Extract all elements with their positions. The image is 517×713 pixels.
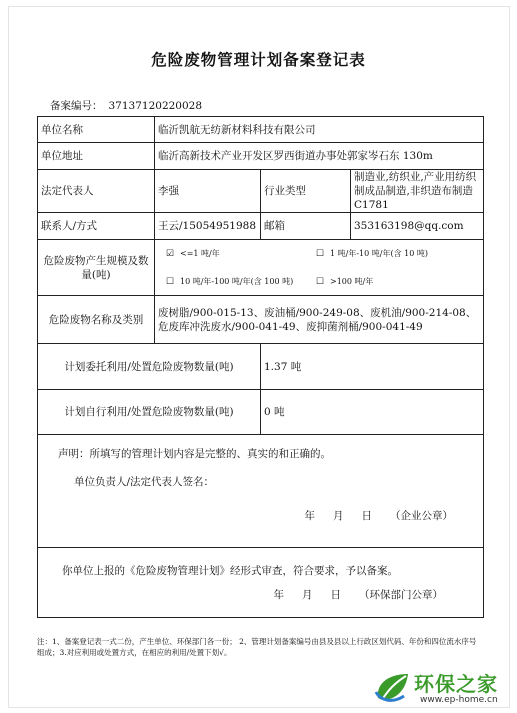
unit-address-label: 单位地址 bbox=[38, 143, 155, 170]
watermark-logo bbox=[374, 666, 514, 710]
document-title: 危险废物管理计划备案登记表 bbox=[151, 50, 366, 69]
contact-value: 王云/15054951988 bbox=[155, 213, 261, 240]
leaf-logo-icon bbox=[374, 670, 412, 704]
unit-address-value: 临沂高新技术产业开发区罗西街道办事处郭家岑石东 130m bbox=[155, 143, 484, 170]
signature-label: 单位负责人/法定代表人签名： bbox=[74, 476, 215, 488]
row-self bbox=[38, 390, 484, 435]
self-value: 0 吨 bbox=[261, 390, 484, 435]
scale-option-4[interactable]: ☐ >100 吨/年 bbox=[316, 276, 374, 287]
unit-name-label: 单位名称 bbox=[38, 117, 155, 143]
agency-seal-label: （环保部门公章） bbox=[359, 589, 444, 601]
checkbox-empty-icon: ☐ bbox=[316, 276, 325, 287]
company-seal-label: （企业公章） bbox=[390, 510, 454, 522]
email-label: 邮箱 bbox=[261, 213, 351, 240]
scale-options bbox=[155, 240, 484, 296]
approval-section bbox=[38, 548, 484, 618]
industry-value: 制造业,纺织业,产业用纺织制成品制造,非织造布制造 C1781 bbox=[351, 170, 484, 213]
approval-text: 你单位上报的《危险废物管理计划》经形式审查，符合要求，予以备案。 bbox=[62, 565, 398, 577]
self-label: 计划自行利用/处置危险废物数量(吨) bbox=[38, 390, 261, 435]
waste-types-value: 废树脂/900-015-13、废油桶/900-249-08、废机油/900-214-08、危废库冲洗废水/900-041-49、废抑菌剂桶/900-041-49 bbox=[155, 296, 484, 344]
scale-option-1[interactable]: ☑ <=1 吨/年 bbox=[166, 248, 220, 259]
contact-label: 联系人/方式 bbox=[38, 213, 155, 240]
logo-url: www.ep-home.cn bbox=[420, 695, 498, 705]
logo-name: 环保之家 bbox=[414, 672, 498, 696]
checkbox-empty-icon: ☐ bbox=[166, 276, 175, 287]
row-declaration bbox=[38, 435, 484, 548]
registration-label: 备案编号： bbox=[50, 100, 103, 112]
row-approval bbox=[38, 548, 484, 618]
row-legal-rep bbox=[38, 170, 484, 213]
legal-rep-label: 法定代表人 bbox=[38, 170, 155, 213]
email-value: 353163198@qq.com bbox=[351, 213, 484, 240]
registration-value: 37137120220028 bbox=[108, 100, 203, 112]
declaration-statement: 声明：所填写的管理计划内容是完整的、真实的和正确的。 bbox=[58, 448, 331, 460]
unit-name-value: 临沂凯航无纺新材料科技有限公司 bbox=[155, 117, 484, 143]
entrust-label: 计划委托利用/处置危险废物数量(吨) bbox=[38, 344, 261, 390]
row-waste-types bbox=[38, 296, 484, 344]
industry-label: 行业类型 bbox=[261, 170, 351, 213]
scale-option-2[interactable]: ☐ 1 吨/年-10 吨/年(含 10 吨) bbox=[316, 248, 428, 259]
checkbox-checked-icon: ☑ bbox=[166, 248, 175, 259]
waste-types-label: 危险废物名称及类别 bbox=[38, 296, 155, 344]
row-contact bbox=[38, 213, 484, 240]
declaration-section bbox=[38, 435, 484, 548]
checkbox-empty-icon: ☐ bbox=[316, 248, 325, 259]
registration-form bbox=[37, 116, 484, 618]
declaration-date: 年 月 日 （企业公章） bbox=[304, 510, 454, 522]
registration-number bbox=[50, 98, 202, 113]
row-unit-address bbox=[38, 143, 484, 170]
legal-rep-value: 李强 bbox=[155, 170, 261, 213]
row-scale bbox=[38, 240, 484, 296]
row-unit-name bbox=[38, 117, 484, 143]
approval-date: 年 月 日 （环保部门公章） bbox=[273, 589, 444, 601]
row-entrust bbox=[38, 344, 484, 390]
footnote: 注：1、备案登记表一式二份，产生单位、环保部门各一份； 2、管理计划备案编号由县及县以上行政区划代码、年份和四位流水序号组成；3.对应利用或处置方式，在相应的利用/处置下划√。 bbox=[37, 637, 477, 657]
scale-option-3[interactable]: ☐ 10 吨/年-100 吨/年(含 100 吨) bbox=[166, 276, 294, 287]
scale-label: 危险废物产生规模及数量(吨) bbox=[38, 240, 155, 296]
entrust-value: 1.37 吨 bbox=[261, 344, 484, 390]
